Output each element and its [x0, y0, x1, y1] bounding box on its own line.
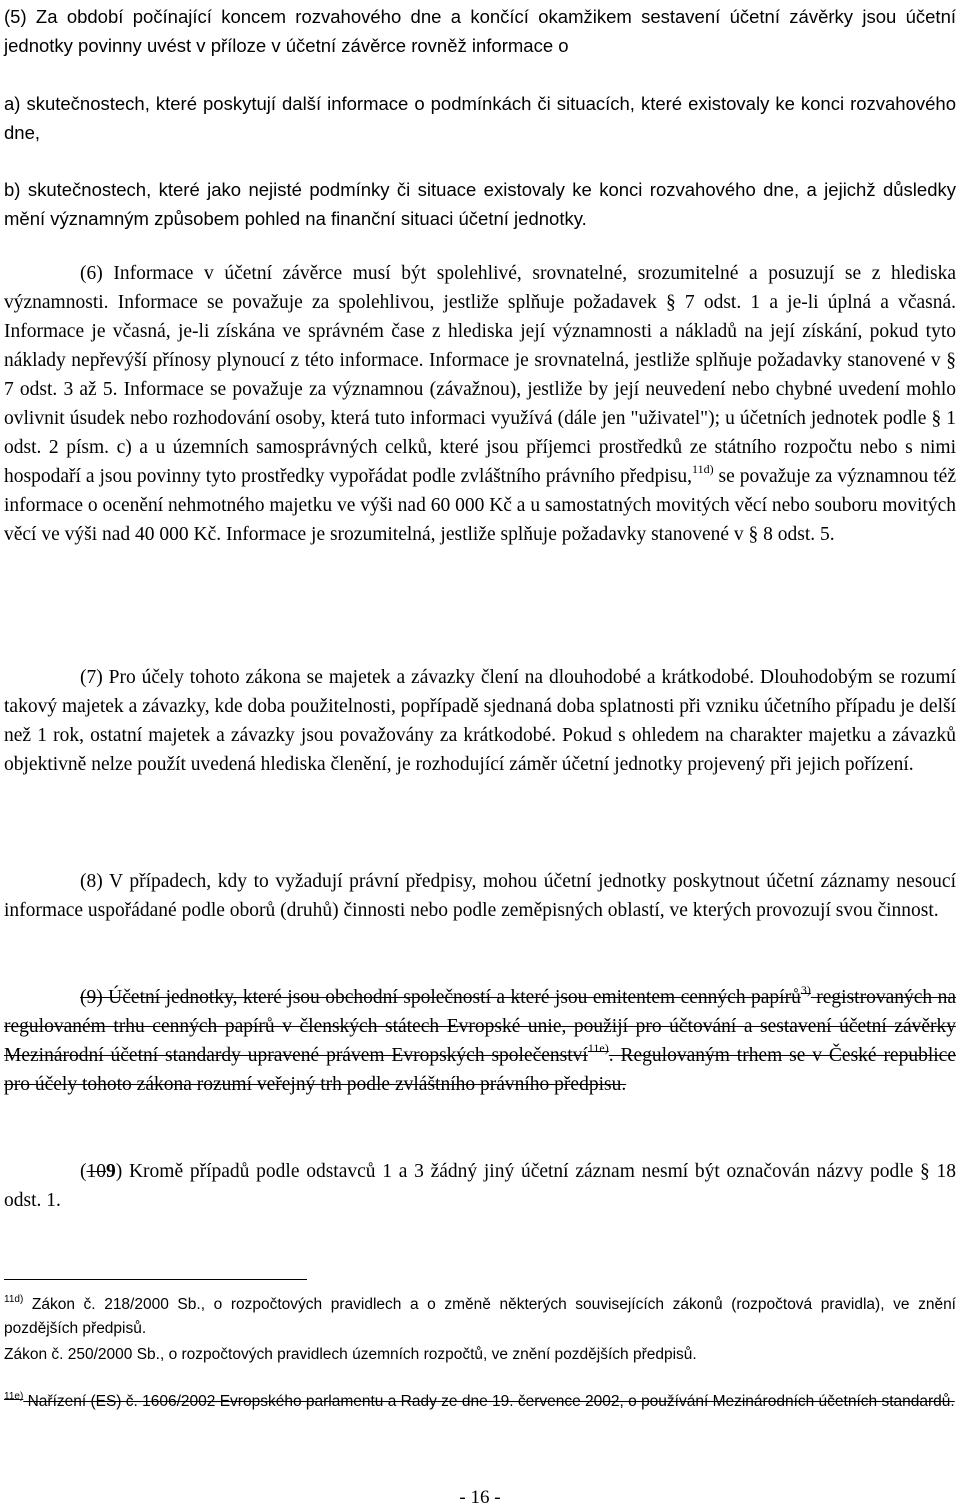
- paragraph-10-old-number: 10: [86, 1161, 106, 1182]
- footnote-11d-mark: 11d): [4, 1294, 24, 1305]
- paragraph-5-intro: (5) Za období počínající koncem rozvahového dne a končící okamžikem sestavení účetní závěrky jsou účetní jednotky povinny uvést v příloze v účetní závěrce rovněž informace o: [4, 6, 956, 56]
- footnote-11d-second-text: , o rozpočtových pravidlech územních rozpočtů, ve znění pozdějších předpisů.: [159, 1346, 697, 1363]
- footnote-ref-3[interactable]: 3): [800, 983, 811, 997]
- footnote-11d-text: , o rozpočtových pravidlech a o změně některých souvisejících zákonů (rozpočtová pravidla), ve znění pozdějších předpisů.: [4, 1296, 956, 1337]
- paragraph-10-text: ) Kromě případů podle odstavců 1 a 3 žádný jiný účetní záznam nesmí být označován názvy podle § 18 odst. 1.: [4, 1161, 956, 1211]
- paragraph-7: (7) Pro účely tohoto zákona se majetek a závazky člení na dlouhodobé a krátkodobé. Dlouhodobým se rozumí takový majetek a závazky, kde doba použitelnosti, popřípadě sjednaná doba splatnosti při vzniku účetního případu je delší než 1 rok, ostatní majetek a závazky jsou považovány za krátkodobé. Pokud s ohledem na charakter majetku a závazků objektivně nelze použít uvedená hlediska členění, je rozhodující záměr účetní jednotky projevený při jejich pořízení.: [4, 667, 956, 775]
- paragraph-6-part1: (6) Informace v účetní závěrce musí být spolehlivé, srovnatelné, srozumitelné a posuzují se z hlediska významnosti. Informace se považuje za spolehlivou, jestliže splňuje požadavek § 7 odst. 1 a je-li úplná a včasná. Informace je včasná, je-li získána ve správném čase z hlediska její významnosti a nákladů na její získání, pokud tyto náklady nepřevýší přínosy plynoucí z této informace. Informace je srovnatelná, jestliže splňuje požadavky stanovené v § 7 odst. 3 až 5. Informace se považuje za významnou (závažnou), jestliže by její neuvedení nebo chybné uvedení mohlo ovlivnit úsudek nebo rozhodování osoby, která tuto informaci využívá (dále jen "uživatel"); u účetních jednotek podle § 1 odst. 2 písm. c) a u územních samosprávných celků, které jsou příjemci prostředků ze státního rozpočtu nebo s nimi hospodaří a jsou povinny tyto prostředky vypořádat podle zvláštního právního předpisu,: [4, 263, 956, 487]
- paragraph-5-item-b: b) skutečnostech, které jako nejisté podmínky či situace existovaly ke konci rozvahového dne, a jejichž důsledky mění významným způsobem pohled na finanční situaci účetní jednotky.: [4, 179, 956, 229]
- paragraph-10: [4, 1157, 956, 1215]
- paragraph-8: (8) V případech, kdy to vyžadují právní předpisy, mohou účetní jednotky poskytnout účetní záznamy nesoucí informace uspořádané podle oborů (druhů) činnosti nebo podle zeměpisných oblastí, ve kterých provozují svou činnost.: [4, 871, 956, 921]
- paragraph-9-part2: registrovaných na regulovaném trhu cenných papírů v členských státech Evropské unie, použijí pro účtování a sestavení účetní závěrky Mezinárodní účetní standardy upravené právem Evropských společenství: [4, 987, 956, 1066]
- footnote-divider: [4, 1279, 307, 1280]
- paragraph-6: [4, 259, 956, 549]
- footnote-11d: [4, 1293, 956, 1341]
- paragraph-6-part2: se považuje za významnou též informace o ocenění nehmotného majetku ve výši nad 60 000 Kč a u samostatných movitých věcí nebo souboru movitých věcí ve výši nad 40 000 Kč. Informace je srozumitelná, jestliže splňuje požadavky stanovené v § 8 odst. 5.: [4, 466, 957, 545]
- paragraph-9-struck: [4, 983, 956, 1099]
- footnote-ref-11d[interactable]: 11d): [692, 462, 714, 476]
- footnote-11d-second-law[interactable]: Zákon č. 250/2000 Sb.: [4, 1346, 160, 1363]
- footnote-ref-11e[interactable]: 11e): [587, 1041, 609, 1055]
- footnote-11d-second: [4, 1343, 956, 1367]
- page-number: - 16 -: [459, 1487, 501, 1508]
- paragraph-10-open: (: [80, 1161, 87, 1182]
- paragraph-5-item-a: a) skutečnostech, které poskytují další informace o podmínkách či situacích, které existovaly ke konci rozvahového dne,: [4, 93, 956, 143]
- footnote-11e: [4, 1390, 956, 1414]
- paragraph-9-part3: . Regulovaným trhem se v České republice pro účely tohoto zákona rozumí veřejný trh podle zvláštního právního předpisu.: [4, 1045, 956, 1095]
- footnote-11d-law[interactable]: Zákon č. 218/2000 Sb.: [23, 1296, 201, 1313]
- paragraph-9-part1: (9) Účetní jednotky, které jsou obchodní společností a které jsou emitentem cenných papírů: [80, 987, 801, 1008]
- footnote-11e-text: Nařízení (ES) č. 1606/2002 Evropského parlamentu a Rady ze dne 19. července 2002, o používání Mezinárodních účetních standardů.: [23, 1393, 955, 1410]
- paragraph-10-new-number: 9: [106, 1161, 116, 1182]
- footnote-11e-mark: 11e): [4, 1391, 24, 1402]
